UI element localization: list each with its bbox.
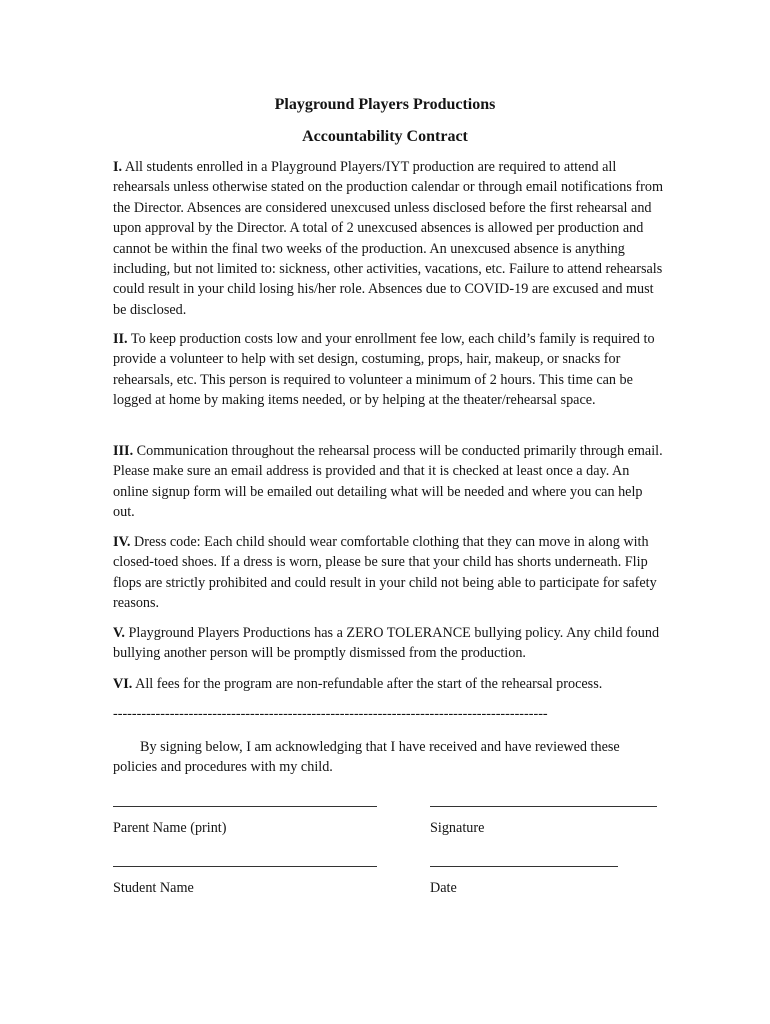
organization-name: Playground Players Productions xyxy=(274,96,496,113)
acknowledgement-text: By signing below, I am acknowledging that I have received and have reviewed these policies and procedures with my child. xyxy=(113,739,620,776)
document-title: Accountability Contract xyxy=(302,128,468,145)
section-3 xyxy=(113,441,663,523)
section-text: Playground Players Productions has a ZERO TOLERANCE bullying policy. Any child found bullying another person will be promptly dismissed from the production. xyxy=(113,625,660,662)
signature-label: Signature xyxy=(430,820,485,836)
section-4 xyxy=(113,532,663,614)
parent-name-line[interactable] xyxy=(113,806,377,807)
section-text: All students enrolled in a Playground Players/IYT production are required to attend all rehearsals unless otherwise stated on the production calendar or through email notifications from the Director. Absences are considered unexcused unless disclosed before the first rehearsal and upon approval by the Director. A total of 2 unexcused absences is allowed per production and cannot be within the final two weeks of the production. An unexcused absence is anything including, but not limited to: sickness, other activities, vacations, etc. Failure to attend rehearsals could result in your child losing his/her role. Absences due to COVID-19 are excused and must be disclosed. xyxy=(113,159,663,318)
section-text: All fees for the program are non-refundable after the start of the rehearsal process. xyxy=(135,676,603,692)
section-text: To keep production costs low and your enrollment fee low, each child’s family is required to provide a volunteer to help with set design, costuming, props, hair, makeup, or snacks for rehearsals, etc. This person is required to volunteer a minimum of 2 hours. This time can be logged at home by making items needed, or by helping at the theater/rehearsal space. xyxy=(113,331,655,409)
section-numeral: I. xyxy=(113,159,123,175)
student-name-label: Student Name xyxy=(113,880,194,896)
section-numeral: III. xyxy=(113,443,134,459)
section-numeral: II. xyxy=(113,331,128,347)
section-numeral: V. xyxy=(113,625,125,641)
student-name-line[interactable] xyxy=(113,866,377,867)
signature-line[interactable] xyxy=(430,806,657,807)
date-label: Date xyxy=(430,880,457,896)
section-6 xyxy=(113,674,663,694)
section-numeral: VI. xyxy=(113,676,133,692)
dashed-divider: -------------------------------------------------------------------------------------------- xyxy=(113,706,548,722)
section-1 xyxy=(113,157,663,320)
section-numeral: IV. xyxy=(113,534,131,550)
parent-name-label: Parent Name (print) xyxy=(113,820,227,836)
date-line[interactable] xyxy=(430,866,618,867)
section-text: Communication throughout the rehearsal process will be conducted primarily through email. Please make sure an email address is provided and that it is checked at least once a day. An online signup form will be emailed out detailing what will be needed and where you can help out. xyxy=(113,443,663,521)
section-2 xyxy=(113,329,663,411)
section-text: Dress code: Each child should wear comfortable clothing that they can move in along with closed-toed shoes. If a dress is worn, please be sure that your child has shorts underneath. Flip flops are strictly prohibited and could result in your child not being able to participate for safety reasons. xyxy=(113,534,657,612)
section-5 xyxy=(113,623,663,664)
